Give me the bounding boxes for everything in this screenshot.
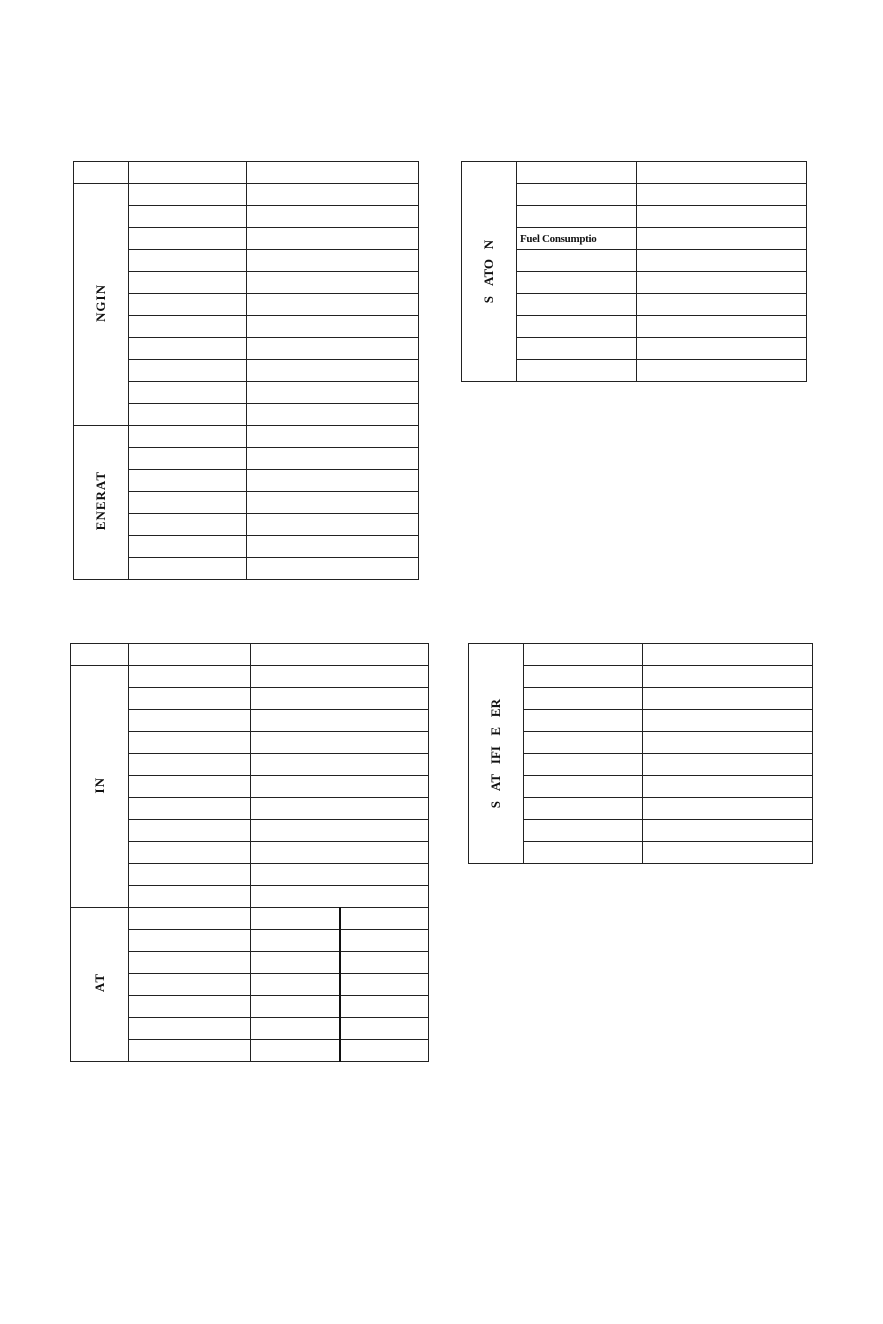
engine-alternator-spec-table [70,643,429,1062]
specifications-section-label: ER E IFI AT S [469,644,524,864]
table-row [74,162,419,184]
generator-specifications-table [468,643,813,864]
operation-section-label: N ATO S [462,162,517,382]
engine-section-label: NGIN [74,184,129,426]
table-row [74,184,419,206]
table-row [71,644,429,666]
operation-spec-table [461,161,807,382]
fuel-consumption-label: Fuel Consumptio [517,228,637,250]
table-row [469,644,813,666]
table-row [462,162,807,184]
table-row [71,908,429,930]
table-row [74,426,419,448]
table-row [71,666,429,688]
generator-section-label: ENERAT [74,426,129,580]
engine-generator-spec-table [73,161,419,580]
alternator-section-label: AT [71,908,129,1062]
engine-section-label: IN [71,666,129,908]
